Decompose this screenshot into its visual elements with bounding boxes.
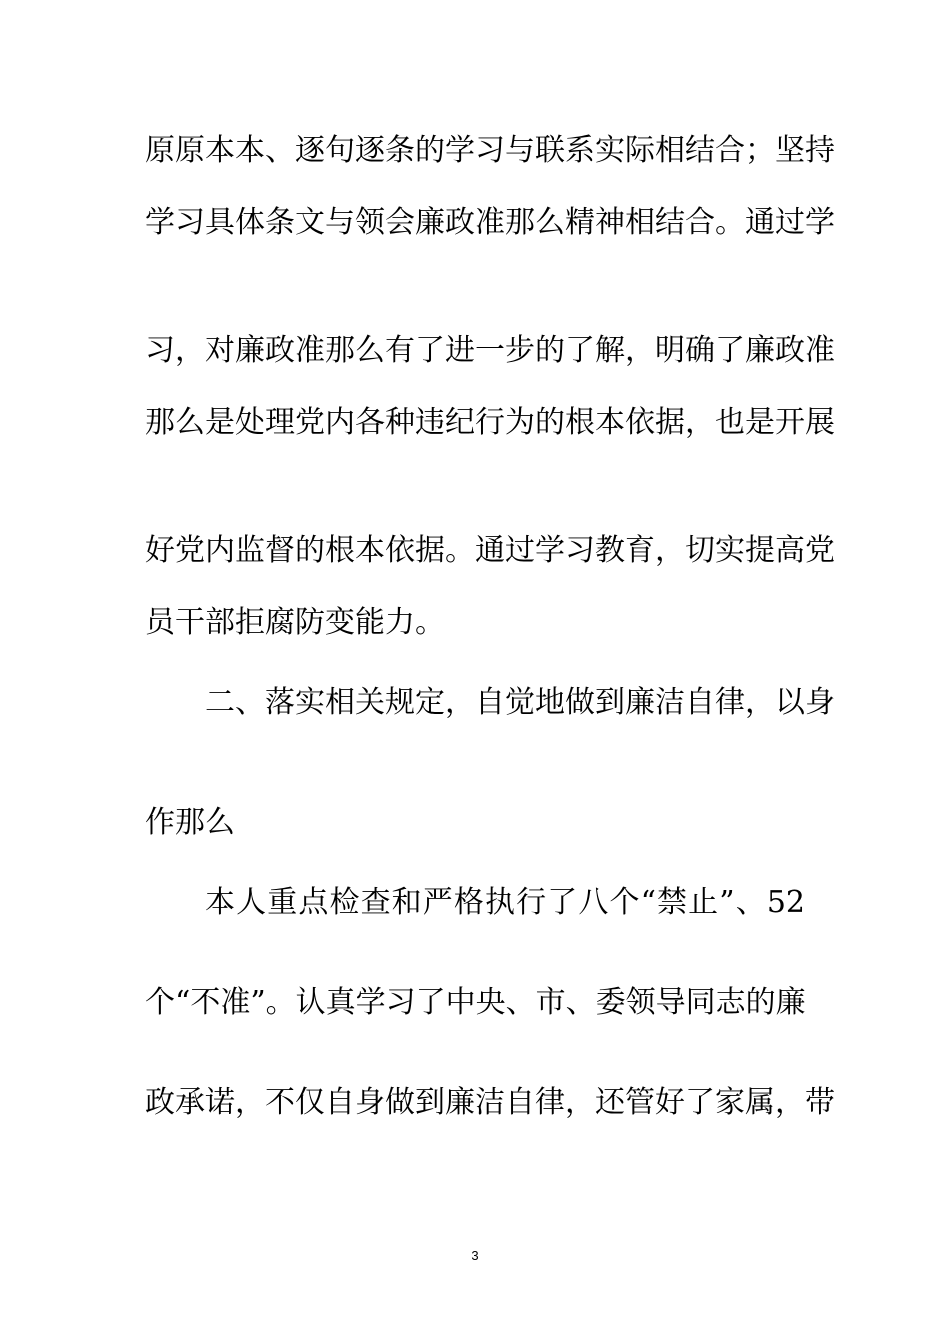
body-text-line: 学习具体条文与领会廉政准那么精神相结合。通过学 <box>145 205 835 240</box>
body-text-line: 那么是处理党内各种违纪行为的根本依据，也是开展 <box>145 405 835 440</box>
body-text-line: 个“不准”。认真学习了中央、市、委领导同志的廉 <box>145 985 806 1020</box>
body-text-line: 本人重点检查和严格执行了八个“禁止”、52 <box>205 885 805 920</box>
section-heading-line: 二、落实相关规定，自觉地做到廉洁自律，以身 <box>205 685 835 720</box>
body-text-line: 政承诺，不仅自身做到廉洁自律，还管好了家属，带 <box>145 1085 835 1120</box>
body-text-line: 习，对廉政准那么有了进一步的了解，明确了廉政准 <box>145 333 835 368</box>
body-text-line: 原原本本、逐句逐条的学习与联系实际相结合；坚持 <box>145 133 835 168</box>
section-heading-line: 作那么 <box>145 805 235 840</box>
body-text-line: 好党内监督的根本依据。通过学习教育，切实提高党 <box>145 533 835 568</box>
body-text-line: 员干部拒腐防变能力。 <box>145 605 445 640</box>
page-number: 3 <box>471 1248 479 1263</box>
